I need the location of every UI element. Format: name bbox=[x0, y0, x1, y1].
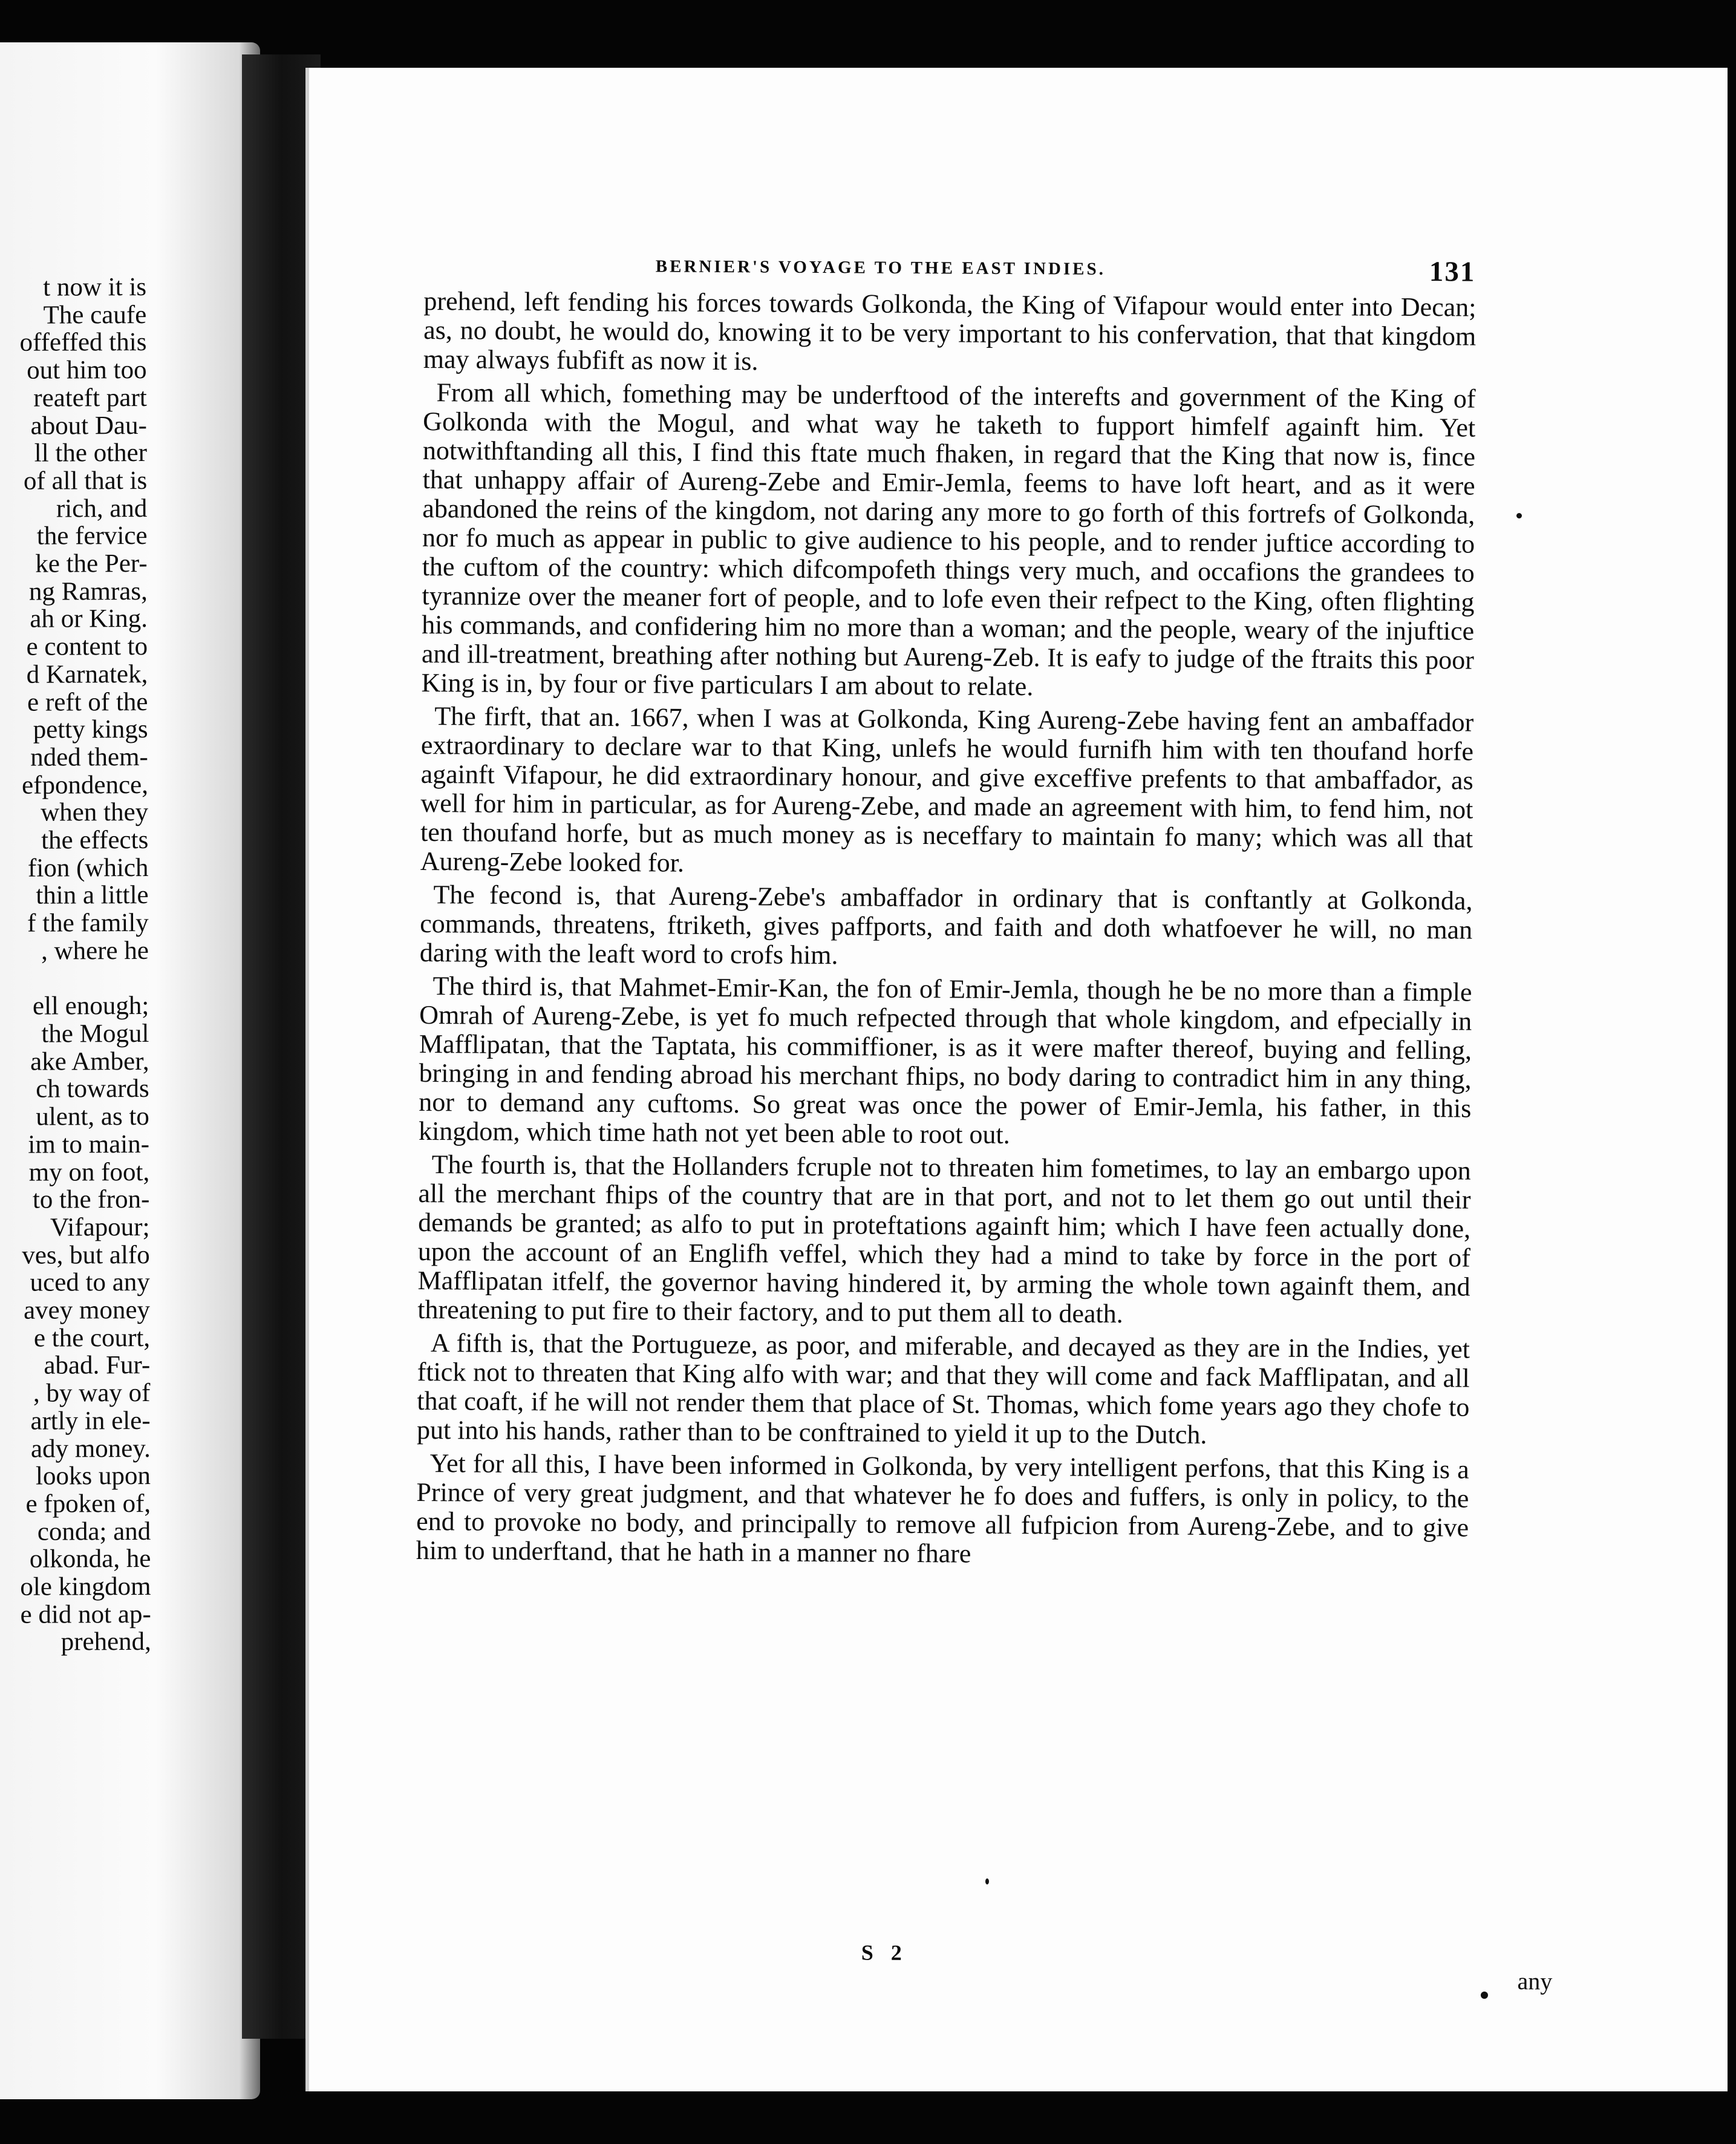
left-line: ah or King. bbox=[30, 604, 148, 634]
left-line: ll the other bbox=[34, 439, 148, 468]
left-line: e did not ap- bbox=[20, 1600, 151, 1629]
catchword: any bbox=[1517, 1967, 1553, 1995]
left-line: e the court, bbox=[33, 1323, 151, 1353]
ink-speck bbox=[985, 1878, 989, 1884]
body-text bbox=[416, 287, 1477, 1572]
left-line: abad. Fur- bbox=[44, 1351, 151, 1381]
left-line: when they bbox=[41, 798, 149, 827]
left-line: ulent, as to bbox=[36, 1102, 149, 1131]
left-line: ch towards bbox=[36, 1074, 149, 1104]
paragraph: From all which, fomething may be underftood of the interefts and government of the King of Golkonda with the Mogul, and what way he taketh to fupport himfelf againft him. Yet notwithftanding all this, I find this ftate much fhaken, in regard that the King that now is, fince that unhappy affair of Aureng-Zebe and Emir-Jemla, feems to have loft heart, and as it were abandoned the reins of the kingdom, not daring any more to go forth of this fortrefs of Golkonda, nor fo much as appear in public to give audience to his people, and to render juftice according to the cuftom of the country: which difcompofeth things very much, and occafions the grandees to tyrannize over the meaner fort of people, and to lofe even their refpect to the King, often flighting his commands, and confidering him no more than a woman; and the people, weary of the injuftice and ill-treatment, breathing after nothing but Aureng-Zeb. It is eafy to judge of the ftraits this poor King is in, by four or five particulars I am about to relate. bbox=[421, 377, 1476, 702]
left-page bbox=[0, 42, 260, 2099]
left-line: t now it is bbox=[43, 273, 147, 302]
signature-mark: S 2 bbox=[861, 1940, 908, 1965]
left-line: offeffed this bbox=[19, 328, 147, 358]
left-line: ng Ramras, bbox=[28, 577, 148, 606]
running-head bbox=[424, 249, 1477, 292]
left-line: uced to any bbox=[30, 1268, 150, 1297]
page-number: 131 bbox=[1429, 256, 1476, 288]
left-line: ake Amber, bbox=[30, 1047, 149, 1076]
paragraph: The fourth is, that the Hollanders fcruple not to threaten him fometimes, to lay an embargo upon all the merchant fhips of the country that are in that port, and not to let them go out until their demands be granted; as alfo to put in proteftations againft him; which I have feen actually done, upon the account of an Englifh veffel, which they had a mind to take by force in the port of Mafflipatan itfelf, the governor having hindered it, by arming the whole town againft them, and threatening to put fire to their factory, and to put them all to death. bbox=[417, 1149, 1471, 1329]
left-line: d Karnatek, bbox=[26, 659, 148, 689]
paragraph: prehend, left fending his forces towards Golkonda, the King of Vifapour would enter into Decan; as, no doubt, he would do, knowing it to be very important to his confervation, that that kingdom may always fubfift as now it is. bbox=[423, 286, 1477, 376]
left-line: Vifapour; bbox=[50, 1212, 150, 1242]
paragraph: The fecond is, that Aureng-Zebe's ambaffador in ordinary that is conftantly at Golkonda, commands, threatens, ftriketh, gives paffports, and faith and doth whatfoever he will, no man daring with the leaft word to crofs him. bbox=[419, 880, 1473, 970]
left-line: e reft of the bbox=[27, 687, 148, 717]
left-line: ke the Per- bbox=[35, 549, 148, 578]
left-line: , by way of bbox=[33, 1379, 151, 1408]
right-page bbox=[305, 68, 1728, 2091]
left-line: out him too bbox=[27, 356, 147, 385]
left-line: reateft part bbox=[33, 383, 147, 413]
left-line: im to main- bbox=[28, 1129, 150, 1159]
left-line: olkonda, he bbox=[29, 1544, 151, 1574]
left-line: e fpoken of, bbox=[25, 1489, 151, 1518]
left-line: looks upon bbox=[35, 1462, 151, 1491]
left-line: my on foot, bbox=[28, 1157, 150, 1187]
left-line: e content to bbox=[26, 632, 148, 661]
ink-speck bbox=[1481, 1992, 1488, 1999]
left-line: ady money. bbox=[30, 1434, 151, 1463]
paragraph: The firft, that an. 1667, when I was at Golkonda, King Aureng-Zebe having fent an ambaffador extraordinary to declare war to that King, unlefs he would furnifh him with ten thoufand horfe againft Vifapour, he did extraordinary honour, and give exceffive prefents to that ambaffador, as well for him in particular, as for Aureng-Zebe, and made an agreement with him, to fend him, not ten thoufand horfe, but as much money as is neceffary to maintain fo many; which was all that Aureng-Zebe looked for. bbox=[420, 701, 1474, 878]
left-line: to the fron- bbox=[32, 1185, 150, 1214]
paragraph: Yet for all this, I have been informed in Golkonda, by very intelligent perfons, that this King is a Prince of very great judgment, and that whatever he fo does and fuffers, is only in policy, to the end to provoke no body, and principally to remove all fufpicion from Aureng-Zebe, and to give him to underftand, that he hath in a manner no fhare bbox=[416, 1448, 1469, 1569]
page-content bbox=[416, 249, 1553, 1995]
left-line: nded them- bbox=[30, 742, 148, 772]
ink-speck bbox=[1516, 513, 1522, 518]
left-line: the fervice bbox=[36, 521, 148, 551]
left-line: the Mogul bbox=[41, 1019, 149, 1048]
left-line: , where he bbox=[41, 936, 149, 966]
left-line bbox=[0, 965, 149, 993]
left-line: artly in ele- bbox=[30, 1406, 151, 1436]
left-line: efpondence, bbox=[21, 770, 149, 800]
left-line: prehend, bbox=[60, 1627, 151, 1656]
left-line: The caufe bbox=[43, 300, 147, 330]
left-line: fion (which bbox=[27, 853, 149, 883]
paragraph: A fifth is, that the Portugueze, as poor, and miferable, and decayed as they are in the Indies, yet ftick not to threaten that King alfo with war; and that they will come and fack Mafflipatan, and all that coaft, if he will not render them that place of St. Thomas, which fome years ago they chofe to put into his hands, rather than to be conftrained to yield it up to the Dutch. bbox=[416, 1328, 1470, 1449]
left-line: avey money bbox=[23, 1296, 151, 1325]
left-line: of all that is bbox=[23, 466, 148, 495]
left-line: rich, and bbox=[56, 494, 148, 523]
left-line: petty kings bbox=[33, 715, 148, 744]
left-line: f the family bbox=[27, 909, 149, 938]
left-line: about Dau- bbox=[30, 411, 147, 440]
paragraph: The third is, that Mahmet-Emir-Kan, the fon of Emir-Jemla, though he be no more than a fimple Omrah of Aureng-Zebe, is yet fo much refpected through that whole kingdom, and efpecially in Mafflipatan, that the Taptata, his commiffioner, is as it were mafter thereof, buying and felling, bringing in and fending abroad his merchant fhips, no body daring to contradict him in any thing, nor to demand any cuftoms. So great was once the power of Emir-Jemla, his father, in this kingdom, which time hath not yet been able to root out. bbox=[418, 971, 1472, 1149]
running-title: BERNIER'S VOYAGE TO THE EAST INDIES. bbox=[655, 257, 1106, 279]
left-page-text bbox=[0, 273, 151, 1657]
left-line: the effects bbox=[41, 826, 149, 855]
left-line: ves, but alfo bbox=[22, 1240, 150, 1270]
left-line: conda; and bbox=[37, 1517, 151, 1546]
left-line: ell enough; bbox=[32, 992, 149, 1021]
left-line: ole kingdom bbox=[20, 1572, 151, 1601]
left-line: thin a little bbox=[36, 881, 149, 910]
